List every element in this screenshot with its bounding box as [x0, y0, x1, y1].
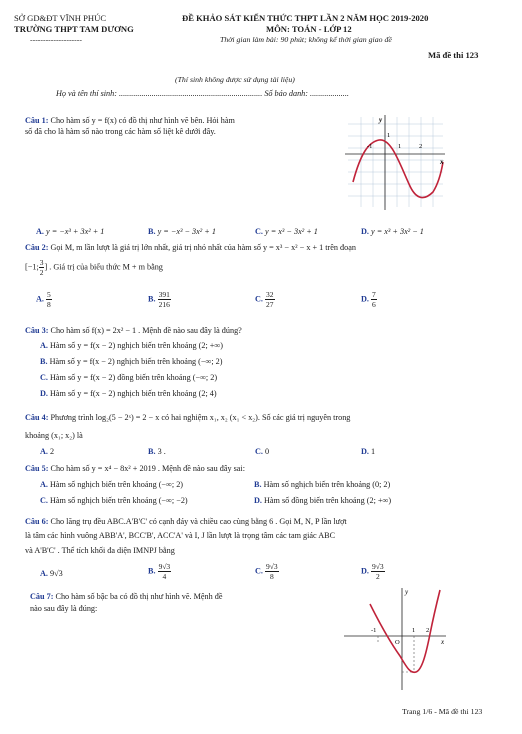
q1-option-b[interactable]: B. y = −x³ − 3x² + 1	[148, 227, 216, 236]
question-6-text-1: Cho lăng trụ đều ABC.A'B'C' có cạnh đáy và chiều cao cùng bằng 6 . Gọi M, N, P lần lượt	[50, 517, 347, 526]
q2-option-a[interactable]: A. $\frac{5}{8}$	[36, 290, 51, 309]
q3-option-d[interactable]: D. Hàm số y = f(x − 2) nghịch biến trên khoảng (2; 4)	[40, 389, 217, 398]
q2-option-b[interactable]: B. $\frac{391}{216}$	[148, 290, 170, 309]
q5-option-b[interactable]: B. Hàm số nghịch biến trên khoảng (0; 2)	[254, 480, 391, 489]
q1-x-label: x	[440, 158, 444, 166]
question-3-text: Cho hàm số f(x) = 2x² − 1 . Mệnh đề nào sau đây là đúng?	[50, 326, 242, 335]
q6-option-d[interactable]: D. $\frac{9√3}{2}$	[361, 562, 384, 581]
question-7-line-1	[30, 591, 223, 602]
q4-option-a[interactable]: A. 2	[40, 447, 55, 456]
q1-y-label: y	[379, 116, 383, 124]
q4-option-d[interactable]: D. 1	[361, 447, 376, 456]
q5-option-d[interactable]: D. Hàm số đồng biến trên khoảng (2; +∞)	[254, 496, 392, 505]
question-6-text-3: và A'B'C' . Thể tích khối đa diện IMNPJ bằng	[25, 546, 175, 555]
q1-tick-x2: 2	[419, 143, 423, 150]
exam-subject: MÔN: TOÁN - LỚP 12	[266, 24, 352, 34]
question-1-label: Câu 1:	[25, 116, 49, 125]
question-4-text-2: khoảng (x₁; x₂) là	[25, 431, 83, 440]
q7-tick-x2: 2	[426, 627, 430, 634]
q1-option-a[interactable]: A. y = −x³ + 3x² + 1	[36, 227, 105, 236]
q1-tick-x1: 1	[398, 143, 402, 150]
q3-option-a[interactable]: A. Hàm số y = f(x − 2) nghịch biến trên khoảng (2; +∞)	[40, 341, 223, 350]
school-name: TRƯỜNG THPT TAM DƯƠNG	[14, 24, 134, 34]
page-footer: Trang 1/6 - Mã đề thi 123	[402, 707, 483, 716]
q1-tick-y1: 1	[387, 132, 391, 139]
question-1-line-1	[25, 115, 235, 126]
q7-curve	[370, 590, 440, 672]
q6-option-a[interactable]: A. 9√3	[40, 569, 63, 578]
q7-tick-x1: 1	[412, 627, 416, 634]
q3-option-b[interactable]: B. Hàm số y = f(x − 2) nghịch biến trên khoảng (−∞; 2)	[40, 357, 223, 366]
question-1-text-1: Cho hàm số y = f(x) có đồ thị như hình vẽ bên. Hỏi hàm	[50, 116, 235, 125]
question-7-text-1: Cho hàm số bậc ba có đồ thị như hình vẽ. Mệnh đề	[55, 592, 223, 601]
question-3-line	[25, 325, 242, 336]
q3-option-c[interactable]: C. Hàm số y = f(x − 2) đồng biến trên khoảng (−∞; 2)	[40, 373, 218, 382]
exam-code: Mã đề thi 123	[428, 50, 479, 60]
candidate-name-line: Họ và tên thí sinh: ...................................................................... Số báo danh: ...................	[56, 89, 349, 98]
exam-title: ĐỀ KHẢO SÁT KIẾN THỨC THPT LẦN 2 NĂM HỌC 2019-2020	[182, 13, 429, 23]
question-7-text-2: nào sau đây là đúng:	[30, 604, 98, 613]
question-5-line	[25, 463, 245, 474]
question-4-line-1	[25, 412, 350, 423]
question-2-line-2: [−1; $\frac{3}{2}$ ] . Giá trị của biểu thức M + m bằng	[25, 258, 163, 277]
question-2-text-1: Gọi M, m lần lượt là giá trị lớn nhất, giá trị nhỏ nhất của hàm số y = x³ − x² − x + 1 trên đoạn	[50, 243, 356, 252]
q2-option-c[interactable]: C. $\frac{32}{27}$	[255, 290, 274, 309]
question-1-graph	[343, 112, 449, 214]
q1-option-d[interactable]: D. y = x³ + 3x² − 1	[361, 227, 424, 236]
question-6-text-2: là tâm các hình vuông ABB'A', BCC'B', ACC'A' và I, J lần lượt là trọng tâm các tam giác ABC	[25, 531, 336, 540]
question-2-label: Câu 2:	[25, 243, 49, 252]
question-3-label: Câu 3:	[25, 326, 49, 335]
question-4-label: Câu 4:	[25, 413, 49, 422]
exam-time: Thời gian làm bài: 90 phút; không kể thời gian giao đề	[220, 35, 392, 44]
question-6-label: Câu 6:	[25, 517, 49, 526]
notice: (Thí sinh không được sử dụng tài liệu)	[175, 75, 295, 84]
q7-tick-xm1: -1	[371, 627, 377, 634]
q4-option-c[interactable]: C. 0	[255, 447, 270, 456]
q5-option-a[interactable]: A. Hàm số nghịch biến trên khoảng (−∞; 2)	[40, 480, 184, 489]
question-2-line-1	[25, 242, 356, 253]
question-4-text-1: Phương trình log₂(5 − 2ˣ) = 2 − x có hai nghiệm x₁, x₂ (x₁ < x₂). Số các giá trị nguyên trong	[50, 413, 351, 422]
q1-tick-xm1: -1	[367, 143, 373, 150]
q6-option-c[interactable]: C. $\frac{9√3}{8}$	[255, 562, 278, 581]
question-5-text: Cho hàm số y = x⁴ − 8x² + 2019 . Mệnh đề nào sau đây sai:	[50, 464, 245, 473]
question-5-label: Câu 5:	[25, 464, 49, 473]
q4-option-b[interactable]: B. 3 .	[148, 447, 166, 456]
q7-origin-label: O	[395, 639, 400, 646]
q1-option-c[interactable]: C. y = x³ − 3x² + 1	[255, 227, 318, 236]
q5-option-c[interactable]: C. Hàm số nghịch biến trên khoảng (−∞; −2)	[40, 496, 188, 505]
q6-option-b[interactable]: B. $\frac{9√3}{4}$	[148, 562, 171, 581]
question-1-text-2: số đã cho là hàm số nào trong các hàm số liệt kê dưới đây.	[25, 127, 216, 136]
q7-x-label: x	[441, 638, 445, 646]
question-6-line-1	[25, 516, 347, 527]
header-divider: --------------------	[30, 35, 82, 44]
question-7-label: Câu 7:	[30, 592, 54, 601]
department-name: SỞ GD&ĐT VĨNH PHÚC	[14, 13, 107, 23]
q7-y-label: y	[405, 588, 409, 596]
question-7-graph	[340, 584, 450, 694]
q2-option-d[interactable]: D. $\frac{7}{6}$	[361, 290, 376, 309]
question-2-text-2: . Giá trị của biểu thức M + m bằng	[49, 262, 163, 272]
